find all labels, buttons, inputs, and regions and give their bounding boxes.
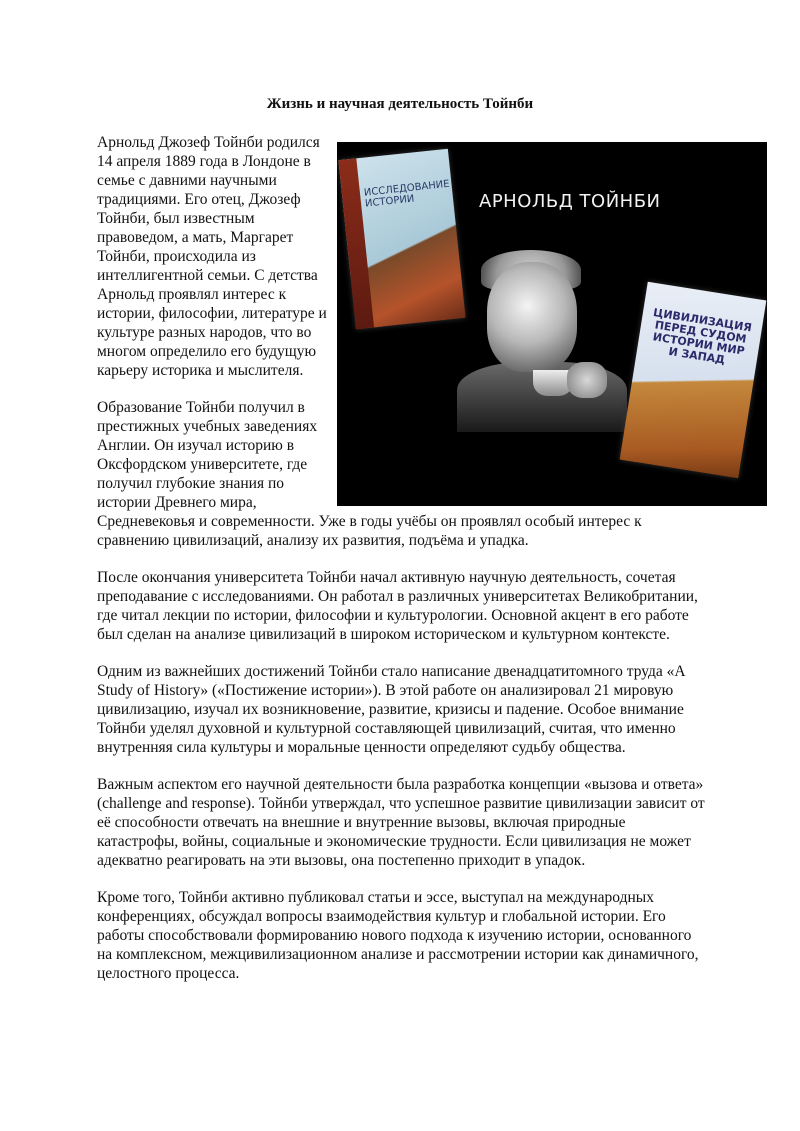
illustration-banner: АРНОЛЬД ТОЙНБИ — [479, 191, 661, 212]
toynbee-illustration — [337, 142, 767, 506]
document-body — [97, 133, 753, 1001]
book-cover-study-of-history — [338, 149, 465, 330]
paragraph: После окончания университета Тойнби начал активную научную деятельность, сочетая преподавание с исследованиями. Он работал в различных университетах Великобритании, где читал лекции по истории, философии и культурологии. Основной акцент в его работе был сделан на анализе цивилизаций в широком историческом и культурном контексте. — [97, 569, 698, 643]
portrait-hand — [567, 362, 607, 398]
portrait-face — [487, 262, 577, 372]
paragraph: Кроме того, Тойнби активно публиковал статьи и эссе, выступал на международных конференциях, обсуждал вопросы взаимодействия культур и глобальной истории. Его работы способствовали формированию нового подхода к изучению истории, основанного на комплексном, межцивилизационном анализе и рассмотрении истории как динамичного, целостного процесса. — [97, 889, 699, 982]
book2-title: ЦИВИЛИЗАЦИЯ ПЕРЕД СУДОМ ИСТОРИИ МИР И ЗАПАД — [651, 306, 753, 367]
paragraph: Одним из важнейших достижений Тойнби стало написание двенадцатитомного труда «A Study of History» («Постижение истории»). В этой работе он анализировал 21 мировую цивилизацию, изучал их возникновение, развитие, кризисы и падение. Особое внимание Тойнби уделял духовной и культурной составляющей цивилизаций, считая, что именно внутренняя сила культуры и моральные ценности определяют судьбу общества. — [97, 663, 685, 756]
book-spine — [338, 158, 374, 329]
paragraph: Образование Тойнби получил в престижных учебных заведениях Англии. Он изучал историю в Оксфордском университете, где получил глубокие знания по истории Древнего мира, Средневековья и современности. Уже в годы учёбы он проявлял особый интерес к сравнению цивилизаций, анализу их развития, подъёма и упадка. — [97, 399, 642, 549]
paragraph: Арнольд Джозеф Тойнби родился 14 апреля 1889 года в Лондоне в семье с давними научными традициями. Его отец, Джозеф Тойнби, был известным правоведом, а мать, Маргарет Тойнби, происходила из интеллигентной семьи. С детства Арнольд проявлял интерес к истории, философии, литературе и культуре разных народов, что во многом определило его будущую карьеру историка и мыслителя. — [97, 134, 327, 379]
paragraph: Важным аспектом его научной деятельности была разработка концепции «вызова и ответа» (challenge and response). Тойнби утверждал, что успешное развитие цивилизации зависит от её способности отвечать на внешние и внутренние вызовы, включая природные катастрофы, войны, социальные и экономические трудности. Если цивилизация не может адекватно реагировать на эти вызовы, она постепенно приходит в упадок. — [97, 776, 705, 869]
book1-title: ИССЛЕДОВАНИЕ ИСТОРИИ — [363, 178, 451, 210]
toynbee-portrait — [467, 242, 617, 422]
document-title: Жизнь и научная деятельность Тойнби — [266, 96, 534, 112]
book-cover-civilization-on-trial — [620, 282, 767, 479]
